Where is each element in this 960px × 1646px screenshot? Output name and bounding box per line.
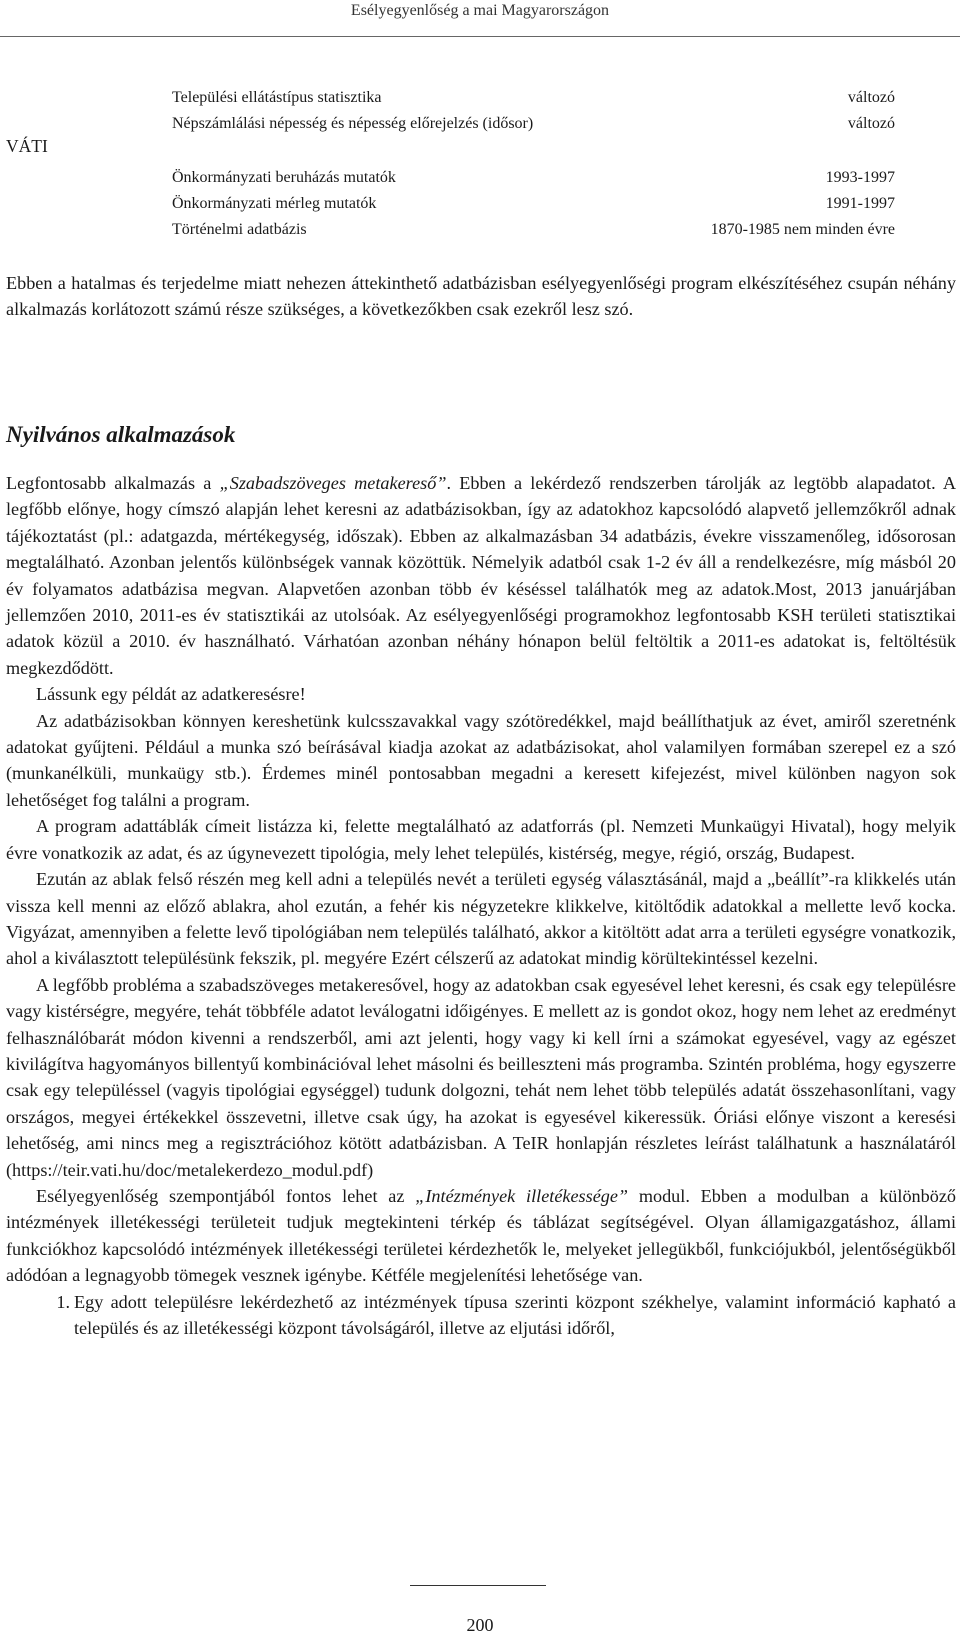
paragraph-6: A legfőbb probléma a szabadszöveges metakeresővel, hogy az adatokban csak egyesével lehet keresni, és csak egy településre vagy kistérségre, megyére, tehát többféle adatot leválogatni időigényes. E mellett az is gondot okoz, hogy nem lehet az eredményt felhasználóbarát módon kivenni a rendszerből, ami azt jelenti, hogy vagy ki kell írni a számokat egyesével, vagy az egészet kivilágítva hagyományos billentyű kombinációval lehet másolni és beilleszteni más programba. Szintén probléma, hogy egyszerre csak egy településsel (vagyis tipológiai egységgel) tudunk dolgozni, tehát nem lehet több település adatát összehasonlítani, vagy országos, megyei értékekkel összevetni, illetve csak úgy, ha azokat is egyesével kikeressük. Óriási előnye viszont a keresési lehetőség, ami nincs meg a regisztrációhoz kötött adatbázisban. A TeIR honlapján részletes leírást találhatunk a használatáról (https://teir.vati.hu/doc/metalekerdezo_modul.pdf) [6,974,956,1180]
table-row [172,192,895,216]
list-item [6,1289,956,1342]
table-row [172,86,895,110]
paragraph-3: Az adatbázisokban könnyen kereshetünk kulcsszavakkal vagy szótöredékkel, majd beállíthatjuk az évet, amiről szeretnénk adatokat gyűjteni. Például a munka szó beírásával kiadja azokat az adatbázisokat, ahol valamilyen formában szerepel ez a szó (munkanélküli, munkaügy stb.). Érdemes minél pontosabban megadni a keresett kifejezést, mivel különben nagyon sok lehetőséget fog találni a program. [6,710,956,810]
intro-section [6,270,956,323]
table-cell-period: 1870-1985 nem minden évre [710,221,895,238]
paragraph-1-lead: Legfontosabb alkalmazás a [6,473,220,493]
running-header: Esélyegyenlőség a mai Magyarországon [350,2,610,19]
table-row [172,166,895,190]
table-cell-name: Történelmi adatbázis [172,221,307,238]
section-title: Nyilvános alkalmazások [6,422,236,447]
footer-rule [410,1585,546,1586]
section-body [6,470,956,1341]
paragraph-7-lead: Esélyegyenlőség szempontjából fontos lehet az [36,1185,416,1206]
list-item-text: Egy adott településre lekérdezhető az intézmények típusa szerinti központ székhelye, valamint információ kapható a település és az illetékességi központ távolságáról, illetve az eljutási időről, [74,1291,956,1338]
paragraph-1 [6,470,956,681]
header-rule [0,36,960,37]
source-label: VÁTI [6,136,48,156]
table-cell-period: 1993-1997 [825,169,895,186]
paragraph-7 [6,1183,956,1289]
paragraph-7-italic: „Intézmények illetékessége” [415,1185,629,1206]
table-cell-name: Önkormányzati mérleg mutatók [172,195,377,212]
paragraph-5: Ezután az ablak felső részén meg kell adni a település nevét a területi egység választásánál, majd a „beállít”-ra klikkelés után vissza kell menni az előző ablakra, ahol ezután, a fehér kis négyzetekre klikkelve, kitöltődik adatokkal a mellette levő kocka. Vigyázat, amennyiben a felette levő tipológiában nem település található, akkor a kitöltött adat arra a területi egységre vonatkozik, ahol a kiválasztott településünk fekszik, pl. megyére Ezért célszerű az adatokat mindig körültekintéssel kezelni. [6,869,956,969]
paragraph-1-rest: . Ebben a lekérdező rendszerben tárolják az legtöbb alapadatot. A legfőbb előnye, hogy címszó alapján lehet keresni az adatbázisokban, így az adatokhoz kapcsolódó alapvető jellemzőkről adnak tájékoztatást (pl.: adatgazda, mértékegység, időszak). Ebben az alkalmazásban 34 adatbázis, évekre visszamenőleg, idősorosan megtalálható. Azonban jelentős különbségek vannak közöttük. Némelyik adatból csak 1-2 év áll a rendelkezésre, míg másból 20 év folyamatos adatbázisa megvan. Alapvetően azonban több év késéssel találhatók meg az adatok.Most, 2013 januárjában jellemzően 2010, 2011-es év statisztikái az utolsóak. Az esélyegyenlőségi programokhoz legfontosabb KSH területi statisztikai adatok közül a 2010. év használható. Várhatóan azonban néhány hónapon belül feltöltik a 2011-es adatokat is, feltöltésük megkezdődött. [6,473,956,678]
table-cell-name: Települési ellátástípus statisztika [172,89,382,106]
paragraph-4: A program adattáblák címeit listázza ki, felette megtalálható az adatforrás (pl. Nemzeti Munkaügyi Hivatal), hogy melyik évre vonatkozik az adat, és az úgynevezett tipológia, mely lehet település, kistérség, megye, régió, ország, Budapest. [6,816,956,863]
table-row [172,218,895,242]
table-cell-period: változó [847,89,895,106]
intro-paragraph: Ebben a hatalmas és terjedelme miatt nehezen áttekinthető adatbázisban esélyegyenlőségi program elkészítéséhez csupán néhány alkalmazás korlátozott számú része szükséges, a következőkben csak ezekről lesz szó. [6,273,956,320]
table-cell-name: Önkormányzati beruházás mutatók [172,169,396,186]
table-row [172,112,895,136]
page-number: 200 [466,1615,494,1635]
paragraph-2: Lássunk egy példát az adatkeresésre! [36,684,306,705]
list-item-number: 1. [56,1291,70,1312]
table-cell-period: változó [847,115,895,132]
paragraph-1-italic: „Szabadszöveges metakereső” [219,473,447,493]
table-cell-name: Népszámlálási népesség és népesség előrejelzés (idősor) [172,115,534,132]
table-cell-period: 1991-1997 [825,195,895,212]
paragraph-7-rest: modul. Ebben a modulban a különböző intézmények illetékességi területeit tudjuk megtekinteni térkép és táblázat segítségével. Olyan államigazgatáshoz, állami funkciókhoz kapcsolódó intézmények illetékességi területei kérdezhetők le, melyeket jellegükből, funkciójukból, jelentőségükből adódóan a legnagyobb tömegek vesznek igénybe. Kétféle megjelenítési lehetősége van. [6,1185,956,1286]
